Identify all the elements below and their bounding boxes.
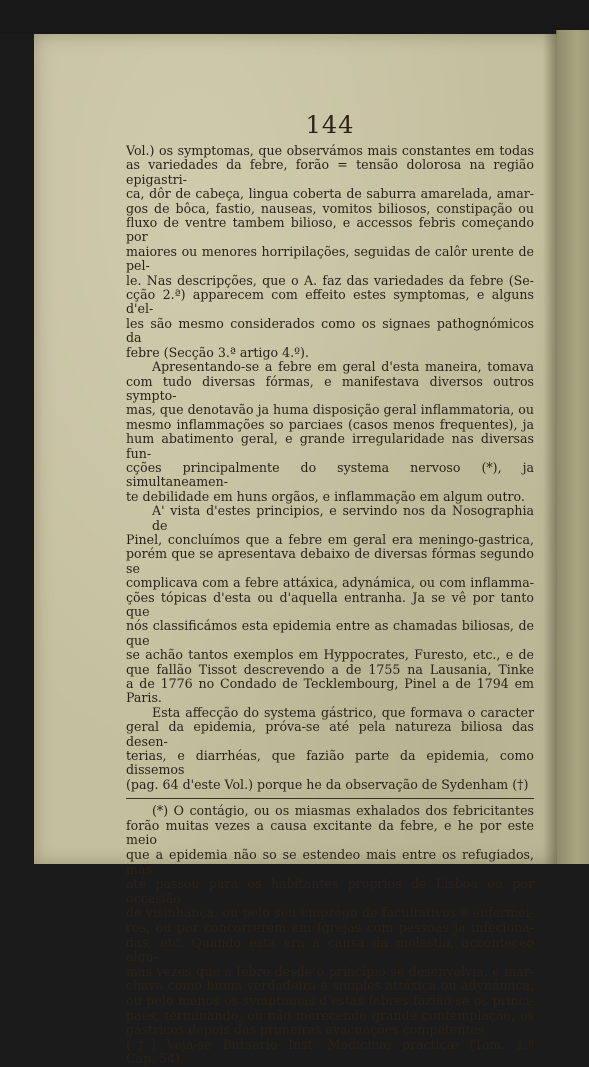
text-line: terias, e diarrhéas, que fazião parte da epidemia, como dissemos bbox=[126, 748, 534, 778]
page-text-block bbox=[126, 112, 534, 1067]
text-line: que fallão Tissot descrevendo a de 1755 na Lausania, Tinke bbox=[126, 661, 534, 677]
footnote-separator bbox=[126, 798, 534, 799]
text-line: les são mesmo considerados como os signaes pathognómicos da bbox=[126, 315, 534, 346]
text-line: mas, que denotavão ja huma disposição geral inflammatoria, ou bbox=[126, 402, 534, 418]
text-line: (pag. 64 d'este Vol.) porque he da observação de Sydenham (†) bbox=[126, 776, 529, 792]
footnote-line: mas vezes que a febre desde o princípio se desenvolvia, e mar- bbox=[126, 963, 534, 979]
text-line: as variedades da febre, forão = tensão dolorosa na região epigastri- bbox=[126, 157, 534, 187]
text-line: nós classificámos esta epidemia entre as chamadas biliosas, de que bbox=[126, 618, 534, 648]
text-line: gos de bôca, fastio, nauseas, vomitos biliosos, constipação ou bbox=[126, 200, 534, 216]
text-line: mesmo inflammações so parciaes (casos menos frequentes), ja bbox=[126, 416, 534, 432]
text-line: geral da epidemia, próva-se até pela natureza biliosa das desen- bbox=[126, 719, 534, 749]
footnote-line: (†) Veja-se Burserio Inst. Medicinæ practicæ (Tom. 1.º bbox=[126, 1036, 534, 1052]
footnote-line: das, etc. Quando esta era a causa da molestia, acconteceo algu- bbox=[126, 934, 534, 965]
paragraph-2 bbox=[126, 360, 534, 504]
text-line: se achão tantos exemplos em Hyppocrates, Furesto, etc., e de bbox=[126, 647, 534, 663]
paragraph-3 bbox=[126, 504, 534, 706]
text-line: te debilidade em huns orgãos, e inflammação em algum outro. bbox=[126, 488, 525, 504]
footnote-line: ou pelo menos os symptomas d'estas febres fazião-se os princi- bbox=[126, 993, 534, 1008]
footnote-asterisk bbox=[126, 804, 534, 1038]
text-line: a de 1776 no Condado de Tecklembourg, Pinel a de 1794 em bbox=[126, 676, 534, 692]
footnote-line: de visinhança, ou pelo seu emprégo de facultativos e enfermei- bbox=[126, 905, 534, 921]
footnote-dagger bbox=[126, 1038, 534, 1067]
text-line: febre (Secção 3.ª artigo 4.º). bbox=[126, 344, 309, 360]
adjacent-page-edge bbox=[556, 30, 589, 864]
text-line: cção 2.ª) apparecem com effeito estes symptomas, e alguns d'el- bbox=[126, 287, 534, 317]
text-line: complicava com a febre attáxica, adynámica, ou com inflamma- bbox=[126, 575, 534, 591]
text-line: Pinel, concluímos que a febre em geral era meningo-gastrica, bbox=[126, 531, 534, 547]
text-line: A' vista d'estes principios, e servindo nos da Nosographia de bbox=[152, 503, 534, 533]
text-line: Vol.) os symptomas, que observámos mais constantes em todas bbox=[126, 143, 534, 158]
text-line: porém que se apresentava debaixo de diversas fórmas segundo se bbox=[126, 546, 534, 576]
text-line: cções principalmente do systema nervoso (*), ja simultaneamen- bbox=[126, 459, 534, 490]
page-gutter-shadow bbox=[543, 34, 557, 864]
footnote-line: Cap. 54). bbox=[126, 1051, 185, 1067]
text-line: ções tópicas d'esta ou d'aquella entranha. Ja se vê por tanto que bbox=[126, 589, 534, 619]
paragraph-4 bbox=[126, 706, 534, 792]
text-line: le. Nas descripções, que o A. faz das variedades da febre (Se- bbox=[126, 272, 534, 288]
footnote-line: gástricos depois das primeiras evacuações competentes. bbox=[126, 1022, 489, 1038]
scan-background bbox=[0, 0, 589, 34]
page-number: 144 bbox=[305, 111, 355, 139]
footnote-line: chava como huma verdadeira e simples attáxica ou adynámica, bbox=[126, 978, 534, 994]
footnote-line: paes, terminando, ou não merecendo grande contemplação, os bbox=[126, 1007, 534, 1023]
paragraph-1 bbox=[126, 144, 534, 360]
text-line: com tudo diversas fórmas, e manifestava diversos outros sympto- bbox=[126, 373, 534, 403]
text-line: Paris. bbox=[126, 690, 162, 706]
text-line: Apresentando-se a febre em geral d'esta maneira, tomava bbox=[152, 359, 534, 375]
footnote-line: forão muitas vezes a causa excitante da febre, e he por este meio bbox=[126, 817, 534, 848]
footnote-line: ros, ou por concorrerem em Igrejas com pessoas ja infeciona- bbox=[126, 920, 534, 936]
footnote-line: (*) O contágio, ou os miasmas exhalados dos febricitantes bbox=[152, 803, 534, 819]
text-line: ca, dôr de cabeça, lingua coberta de saburra amarelada, amar- bbox=[126, 186, 534, 202]
text-line: Esta affecção do systema gástrico, que formava o caracter bbox=[152, 704, 534, 720]
text-line: maiores ou menores horripilações, seguidas de calôr urente de pel- bbox=[126, 243, 534, 274]
text-line: fluxo de ventre tambem bilioso, e accessos febris começando por bbox=[126, 215, 534, 245]
footnote-line: que a epidemia não so se estendeo mais entre os refugiados, mas bbox=[126, 847, 534, 877]
footnote-line: até passou para os habitantes proprios de Lisboa ou por occasião bbox=[126, 876, 534, 906]
text-line: hum abatimento geral, e grande irregularidade nas diversas fun- bbox=[126, 431, 534, 461]
